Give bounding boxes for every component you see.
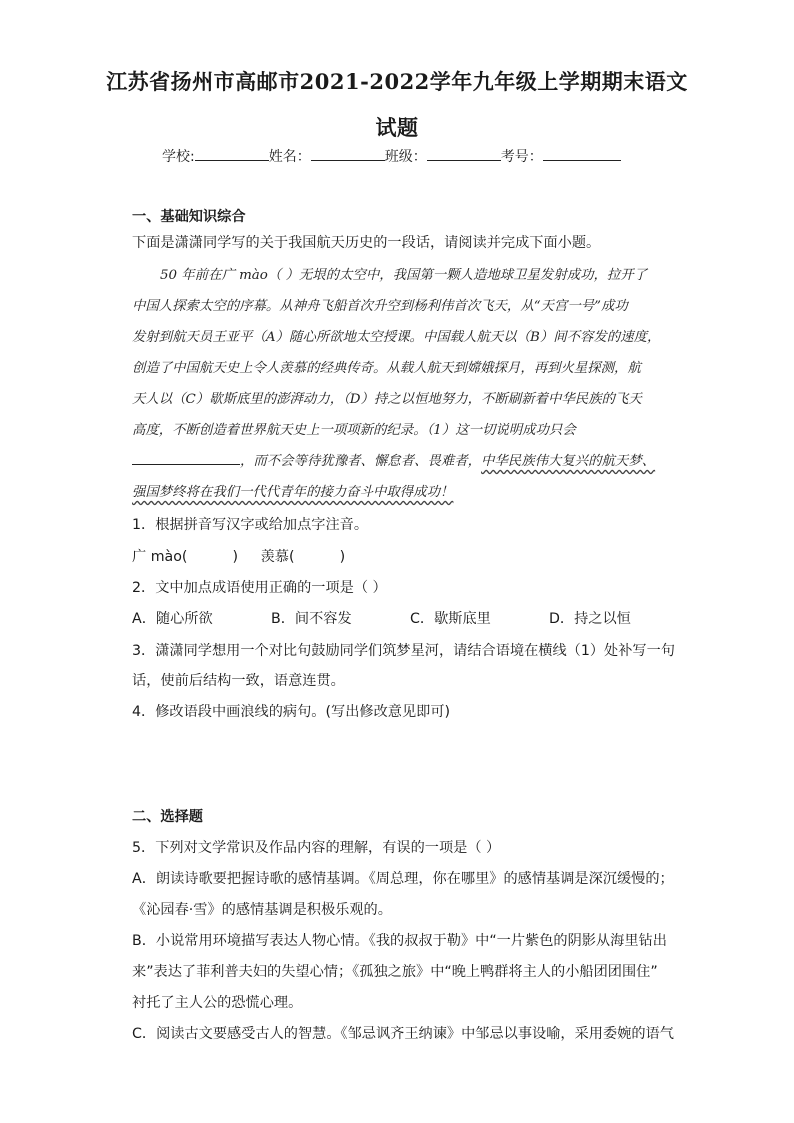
question-1: 1．根据拼音写汉字或给加点字注音。 [132, 517, 369, 533]
question-1-items: 广 mào( ) 羡慕( ) [132, 549, 346, 565]
passage-segment: ，而不会等待犹豫者、懈怠者、畏难者， [240, 454, 482, 469]
answer-blank [132, 450, 240, 465]
class-label: 班级： [384, 149, 427, 165]
name-blank [311, 146, 385, 161]
school-blank [195, 146, 269, 161]
section-heading: 一、基础知识综合 [132, 209, 246, 225]
question-4: 4．修改语段中画浪线的病句。(写出修改意见即可) [132, 704, 451, 720]
passage-line [132, 450, 655, 469]
passage-line: 创造了中国航天史上令人羡慕的经典传奇。从载人航天到嫦娥探月，再到火星探测，航 [132, 361, 641, 376]
document-title: 江苏省扬州市高邮市2021-2022学年九年级上学期期末语文 [106, 69, 688, 94]
passage-line: 天人以（C）歇斯底里的澎湃动力，（D）持之以恒地努力，不断刷新着中华民族的飞天 [132, 392, 642, 407]
section-heading: 二、选择题 [132, 809, 203, 825]
name-label: 姓名： [268, 149, 311, 165]
passage-line: 中国人探索太空的序幕。从神舟飞船首次升空到杨利伟首次飞天，从“天宫一号”成功 [132, 299, 628, 314]
document-title-continued: 试题 [375, 115, 419, 140]
section-intro: 下面是潇潇同学写的关于我国航天历史的一段话，请阅读并完成下面小题。 [132, 235, 601, 251]
passage-line: 50 年前在广 mào（ ）无垠的太空中，我国第一颗人造地球卫星发射成功，拉开了 [160, 268, 648, 283]
class-blank [427, 146, 501, 161]
question-2-option-b: B．间不容发 [271, 611, 352, 627]
question-2: 2．文中加点成语使用正确的一项是（ ） [132, 580, 387, 596]
question-2-option-c: C．歇斯底里 [410, 611, 491, 627]
exam-number-blank [543, 146, 621, 161]
student-info-row [162, 146, 621, 166]
question-5-option-b-continued: 来”表达了菲利普夫妇的失望心情；《孤独之旅》中“晚上鸭群将主人的小船团团围住” [132, 964, 658, 980]
question-2-option-d: D．持之以恒 [549, 611, 631, 627]
question-2-option-a: A．随心所欲 [132, 611, 213, 627]
exam-number-label: 考号： [500, 149, 543, 165]
question-5-option-c: C．阅读古文要感受古人的智慧。《邹忌讽齐王纳谏》中邹忌以事设喻，采用委婉的语气 [132, 1026, 674, 1042]
passage-line: 高度，不断创造着世界航天史上一项项新的纪录。（1）这一切说明成功只会 [132, 423, 576, 438]
question-3: 3．潇潇同学想用一个对比句鼓励同学们筑梦星河，请结合语境在横线（1）处补写一句 [132, 643, 675, 659]
wavy-underlined-sentence: 中华民族伟大复兴的航天梦、 [481, 454, 656, 469]
question-5: 5．下列对文学常识及作品内容的理解，有误的一项是（ ） [132, 840, 501, 856]
question-3-continued: 话，使前后结构一致，语意连贯。 [132, 673, 345, 689]
passage-line [132, 481, 453, 500]
question-5-option-a: A．朗读诗歌要把握诗歌的感情基调。《周总理，你在哪里》的感情基调是深沉缓慢的； [132, 871, 674, 887]
passage-line: 发射到航天员王亚平（A）随心所欲地太空授课。中国载人航天以（B）间不容发的速度， [132, 330, 661, 345]
question-5-option-a-continued: 《沁园春·雪》的感情基调是积极乐观的。 [132, 902, 392, 918]
wavy-underlined-sentence: 强国梦终将在我们一代代青年的接力奋斗中取得成功！ [132, 485, 454, 500]
question-5-option-b-continued: 衬托了主人公的恐慌心理。 [132, 995, 303, 1011]
school-label: 学校: [162, 149, 195, 165]
question-5-option-b: B．小说常用环境描写表达人物心情。《我的叔叔于勒》中“一片紫色的阴影从海里钻出 [132, 933, 667, 949]
